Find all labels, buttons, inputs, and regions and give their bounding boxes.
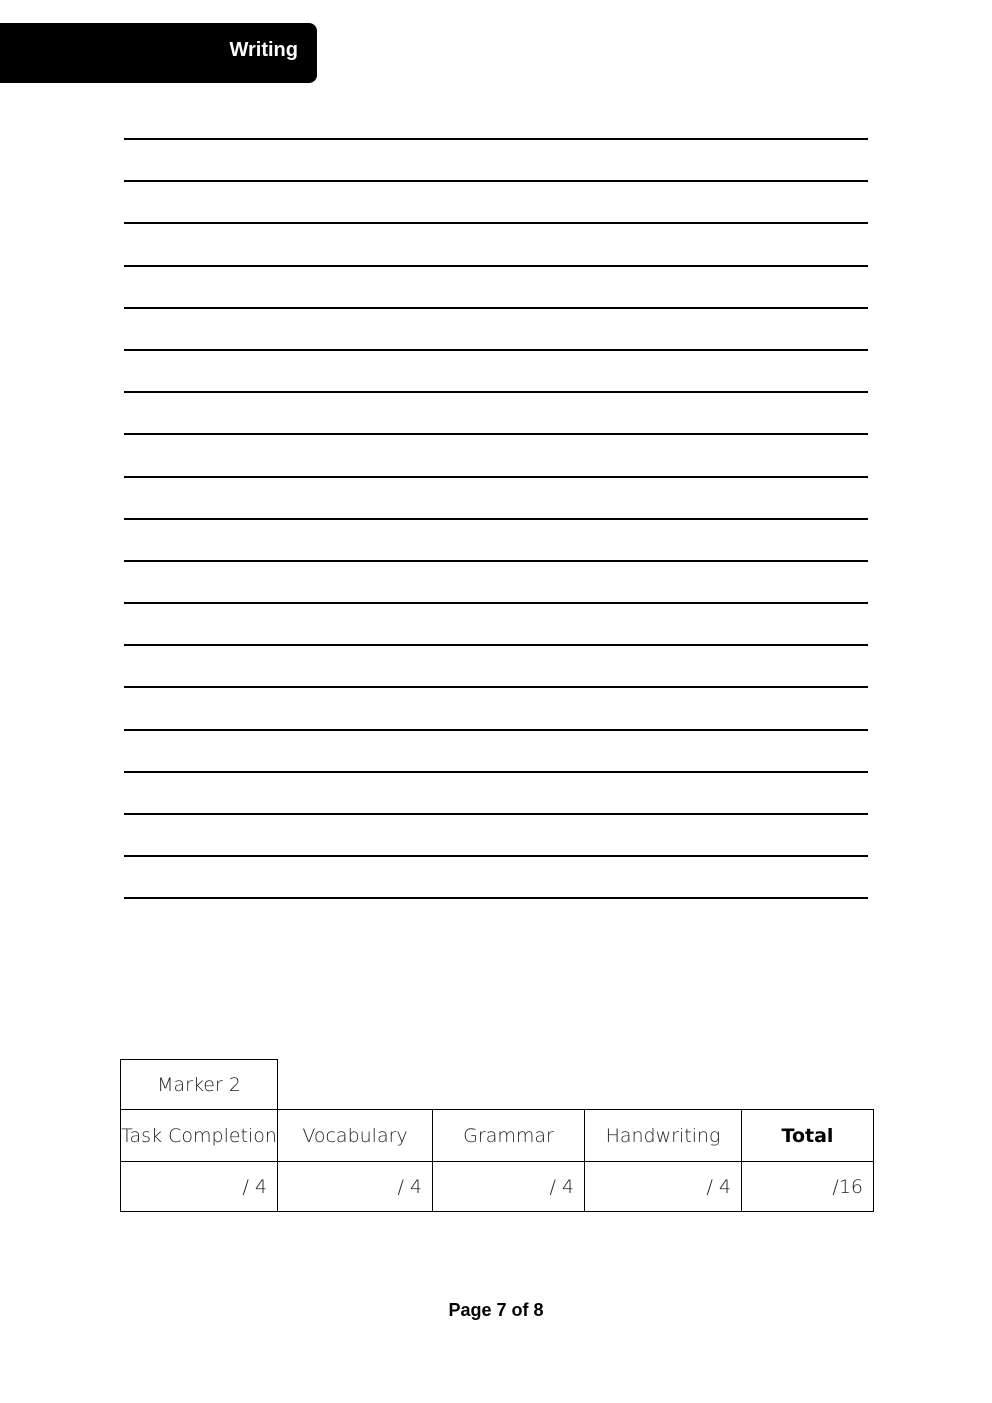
score-handwriting[interactable]: / 4 xyxy=(585,1162,742,1212)
marker-label-cell: Marker 2 xyxy=(121,1060,278,1110)
writing-line[interactable] xyxy=(124,476,868,518)
page-number: Page 7 of 8 xyxy=(448,1300,544,1320)
header-vocabulary: Vocabulary xyxy=(278,1110,433,1162)
writing-line[interactable] xyxy=(124,602,868,644)
header-grammar: Grammar xyxy=(433,1110,585,1162)
section-tab xyxy=(0,23,317,83)
score-task-completion[interactable]: / 4 xyxy=(121,1162,278,1212)
writing-line[interactable] xyxy=(124,433,868,475)
section-title: Writing xyxy=(229,39,298,61)
writing-line[interactable] xyxy=(124,686,868,728)
writing-line[interactable] xyxy=(124,265,868,307)
writing-line[interactable] xyxy=(124,180,868,222)
writing-line[interactable] xyxy=(124,644,868,686)
score-grammar[interactable]: / 4 xyxy=(433,1162,585,1212)
writing-line[interactable] xyxy=(124,391,868,433)
writing-line[interactable] xyxy=(124,138,868,180)
writing-line[interactable] xyxy=(124,560,868,602)
writing-line[interactable] xyxy=(124,771,868,813)
writing-line[interactable] xyxy=(124,518,868,560)
writing-line[interactable] xyxy=(124,307,868,349)
writing-line[interactable] xyxy=(124,349,868,391)
score-vocabulary[interactable]: / 4 xyxy=(278,1162,433,1212)
writing-lines-area xyxy=(124,138,868,940)
writing-line[interactable] xyxy=(124,855,868,897)
marker-score-table xyxy=(120,1059,874,1212)
header-total: Total xyxy=(742,1110,874,1162)
writing-line[interactable] xyxy=(124,729,868,771)
score-total[interactable]: /16 xyxy=(742,1162,874,1212)
header-task-completion: Task Completion xyxy=(121,1110,278,1162)
writing-line[interactable] xyxy=(124,897,868,939)
header-handwriting: Handwriting xyxy=(585,1110,742,1162)
writing-line[interactable] xyxy=(124,813,868,855)
writing-line[interactable] xyxy=(124,222,868,264)
